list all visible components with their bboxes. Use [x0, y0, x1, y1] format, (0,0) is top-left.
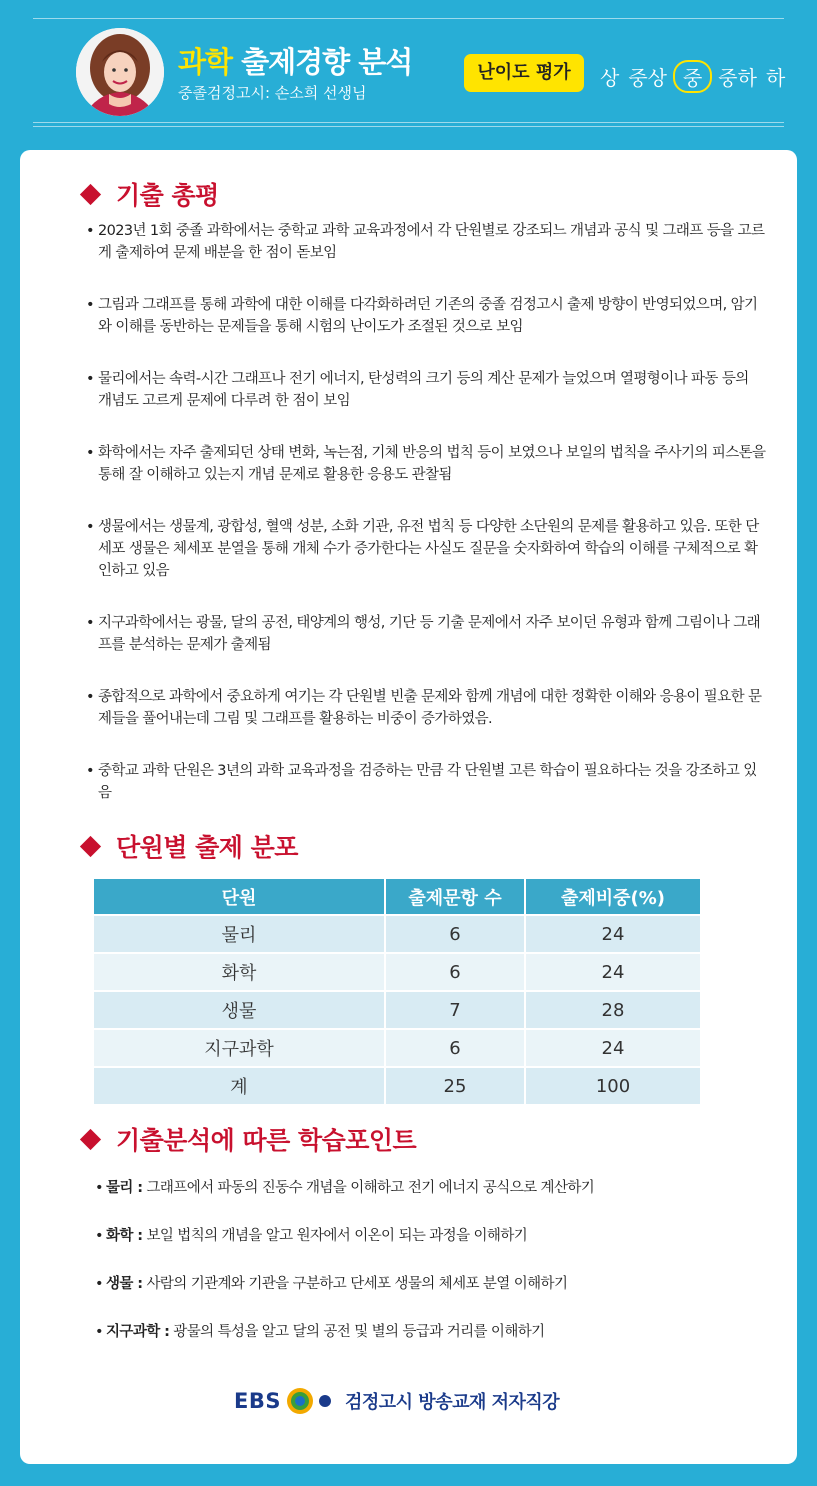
table-cell: 24: [525, 1029, 700, 1067]
title-rest: 출제경향 분석: [232, 45, 413, 79]
difficulty-label: 난이도 평가: [464, 54, 584, 92]
table-cell: 계: [94, 1067, 385, 1104]
list-item: • 중학교 과학 단원은 3년의 과학 교육과정을 검증하는 만큼 각 단원별 고른 학습이 필요하다는 것을 강조하고 있음: [86, 760, 766, 804]
header-top-rule: [33, 18, 784, 19]
table-cell: 25: [385, 1067, 525, 1104]
level-mid-low: 중하: [718, 66, 757, 90]
table-cell: 지구과학: [94, 1029, 385, 1067]
table-cell: 28: [525, 991, 700, 1029]
point-text: 광물의 특성을 알고 달의 공전 및 별의 등급과 거리를 이해하기: [169, 1324, 545, 1340]
list-item: • 그림과 그래프를 통해 과학에 대한 이해를 다각화하려던 기존의 중졸 검정고시 출제 방향이 반영되었으며, 암기와 이해를 동반하는 문제들을 통해 시험의 난이도가 조절된 것으로 보임: [86, 294, 766, 338]
content-card: [20, 150, 797, 1464]
column-header-ratio: 출제비중(%): [525, 879, 700, 915]
header-bottom-rule: [33, 122, 784, 123]
table-row: [94, 991, 700, 1029]
diamond-icon: [80, 1128, 101, 1149]
list-item: [95, 1321, 775, 1343]
list-item: • 2023년 1회 중졸 과학에서는 중학교 과학 교육과정에서 각 단원별로 강조되느 개념과 공식 및 그래프 등을 고르게 출제하여 문제 배분을 한 점이 돋보임: [86, 220, 766, 264]
column-header-count: 출제문항 수: [385, 879, 525, 915]
table-row: [94, 953, 700, 991]
distribution-table: [94, 879, 700, 1104]
level-mid-selected: 중: [673, 60, 712, 93]
study-points-list: [95, 1177, 775, 1369]
section-summary-title: 기출 총평: [78, 176, 219, 212]
table-header-row: [94, 879, 700, 915]
table-cell: 화학: [94, 953, 385, 991]
table-row-total: [94, 1067, 700, 1104]
teacher-avatar: [76, 28, 164, 116]
header-bottom-rule-2: [33, 126, 784, 127]
ebs-logo-icon: [285, 1386, 335, 1416]
table-cell: 6: [385, 953, 525, 991]
point-text: 그래프에서 파동의 진동수 개념을 이해하고 전기 에너지 공식으로 계산하기: [142, 1180, 595, 1196]
ebs-brand: EBS: [234, 1389, 281, 1413]
level-low: 하: [765, 66, 786, 90]
table-cell: 7: [385, 991, 525, 1029]
footer-text: 검정고시 방송교재 저자직강: [344, 1392, 560, 1413]
subject-label: 지구과학 :: [106, 1324, 170, 1340]
diamond-icon: [80, 835, 101, 856]
point-text: 사람의 기관계와 기관을 구분하고 단세포 생물의 체세포 분열 이해하기: [142, 1276, 568, 1292]
list-item: • 지구과학에서는 광물, 달의 공전, 태양계의 행성, 기단 등 기출 문제에서 자주 보이던 유형과 함께 그림이나 그래프를 분석하는 문제가 출제됨: [86, 612, 766, 656]
level-mid-high: 중상: [628, 66, 667, 90]
teacher-subtitle: 중졸검정고시: 손소희 선생님: [178, 84, 367, 102]
list-item: • 생물에서는 생물계, 광합성, 혈액 성분, 소화 기관, 유전 법칙 등 다양한 소단원의 문제를 활용하고 있음. 또한 단세포 생물은 체세포 분열을 통해 개체 수가 증가한다는 사실도 질문을 숫자화하여 학습의 이해를 구체적으로 확인하고 있음: [86, 516, 766, 582]
subject-label: 생물 :: [106, 1276, 143, 1292]
list-item: • 화학에서는 자주 출제되던 상태 변화, 녹는점, 기체 반응의 법칙 등이 보였으나 보일의 법칙을 주사기의 피스톤을 통해 잘 이해하고 있는지 개념 문제로 활용한 응용도 관찰됨: [86, 442, 766, 486]
table-cell: 6: [385, 1029, 525, 1067]
list-item: • 물리에서는 속력-시간 그래프나 전기 에너지, 탄성력의 크기 등의 계산 문제가 늘었으며 열평형이나 파동 등의 개념도 고르게 문제에 다루려 한 점이 보임: [86, 368, 766, 412]
table-cell: 24: [525, 915, 700, 953]
list-item: [95, 1225, 775, 1247]
point-text: 보일 법칙의 개념을 알고 원자에서 이온이 되는 과정을 이해하기: [142, 1228, 528, 1244]
list-item: • 종합적으로 과학에서 중요하게 여기는 각 단원별 빈출 문제와 함께 개념에 대한 정확한 이해와 응용이 필요한 문제들을 풀어내는데 그림 및 그래프를 활용하는 비중이 증가하였음.: [86, 686, 766, 730]
section-distribution-title: 단원별 출제 분포: [78, 828, 298, 864]
column-header-unit: 단원: [94, 879, 385, 915]
table-cell: 물리: [94, 915, 385, 953]
list-item: [95, 1273, 775, 1295]
table-cell: 24: [525, 953, 700, 991]
table-row: [94, 1029, 700, 1067]
subject-label: 화학 :: [106, 1228, 143, 1244]
level-high: 상: [600, 66, 620, 90]
footer: [234, 1386, 559, 1416]
table-cell: 100: [525, 1067, 700, 1104]
list-item: [95, 1177, 775, 1199]
summary-list: [86, 220, 766, 834]
title-accent: 과학: [178, 45, 233, 79]
subject-label: 물리 :: [106, 1180, 143, 1196]
difficulty-levels: [600, 60, 794, 93]
table-row: [94, 915, 700, 953]
table-cell: 생물: [94, 991, 385, 1029]
diamond-icon: [80, 183, 101, 204]
page-title: [178, 40, 412, 81]
table-cell: 6: [385, 915, 525, 953]
section-points-title: 기출분석에 따른 학습포인트: [78, 1121, 416, 1157]
